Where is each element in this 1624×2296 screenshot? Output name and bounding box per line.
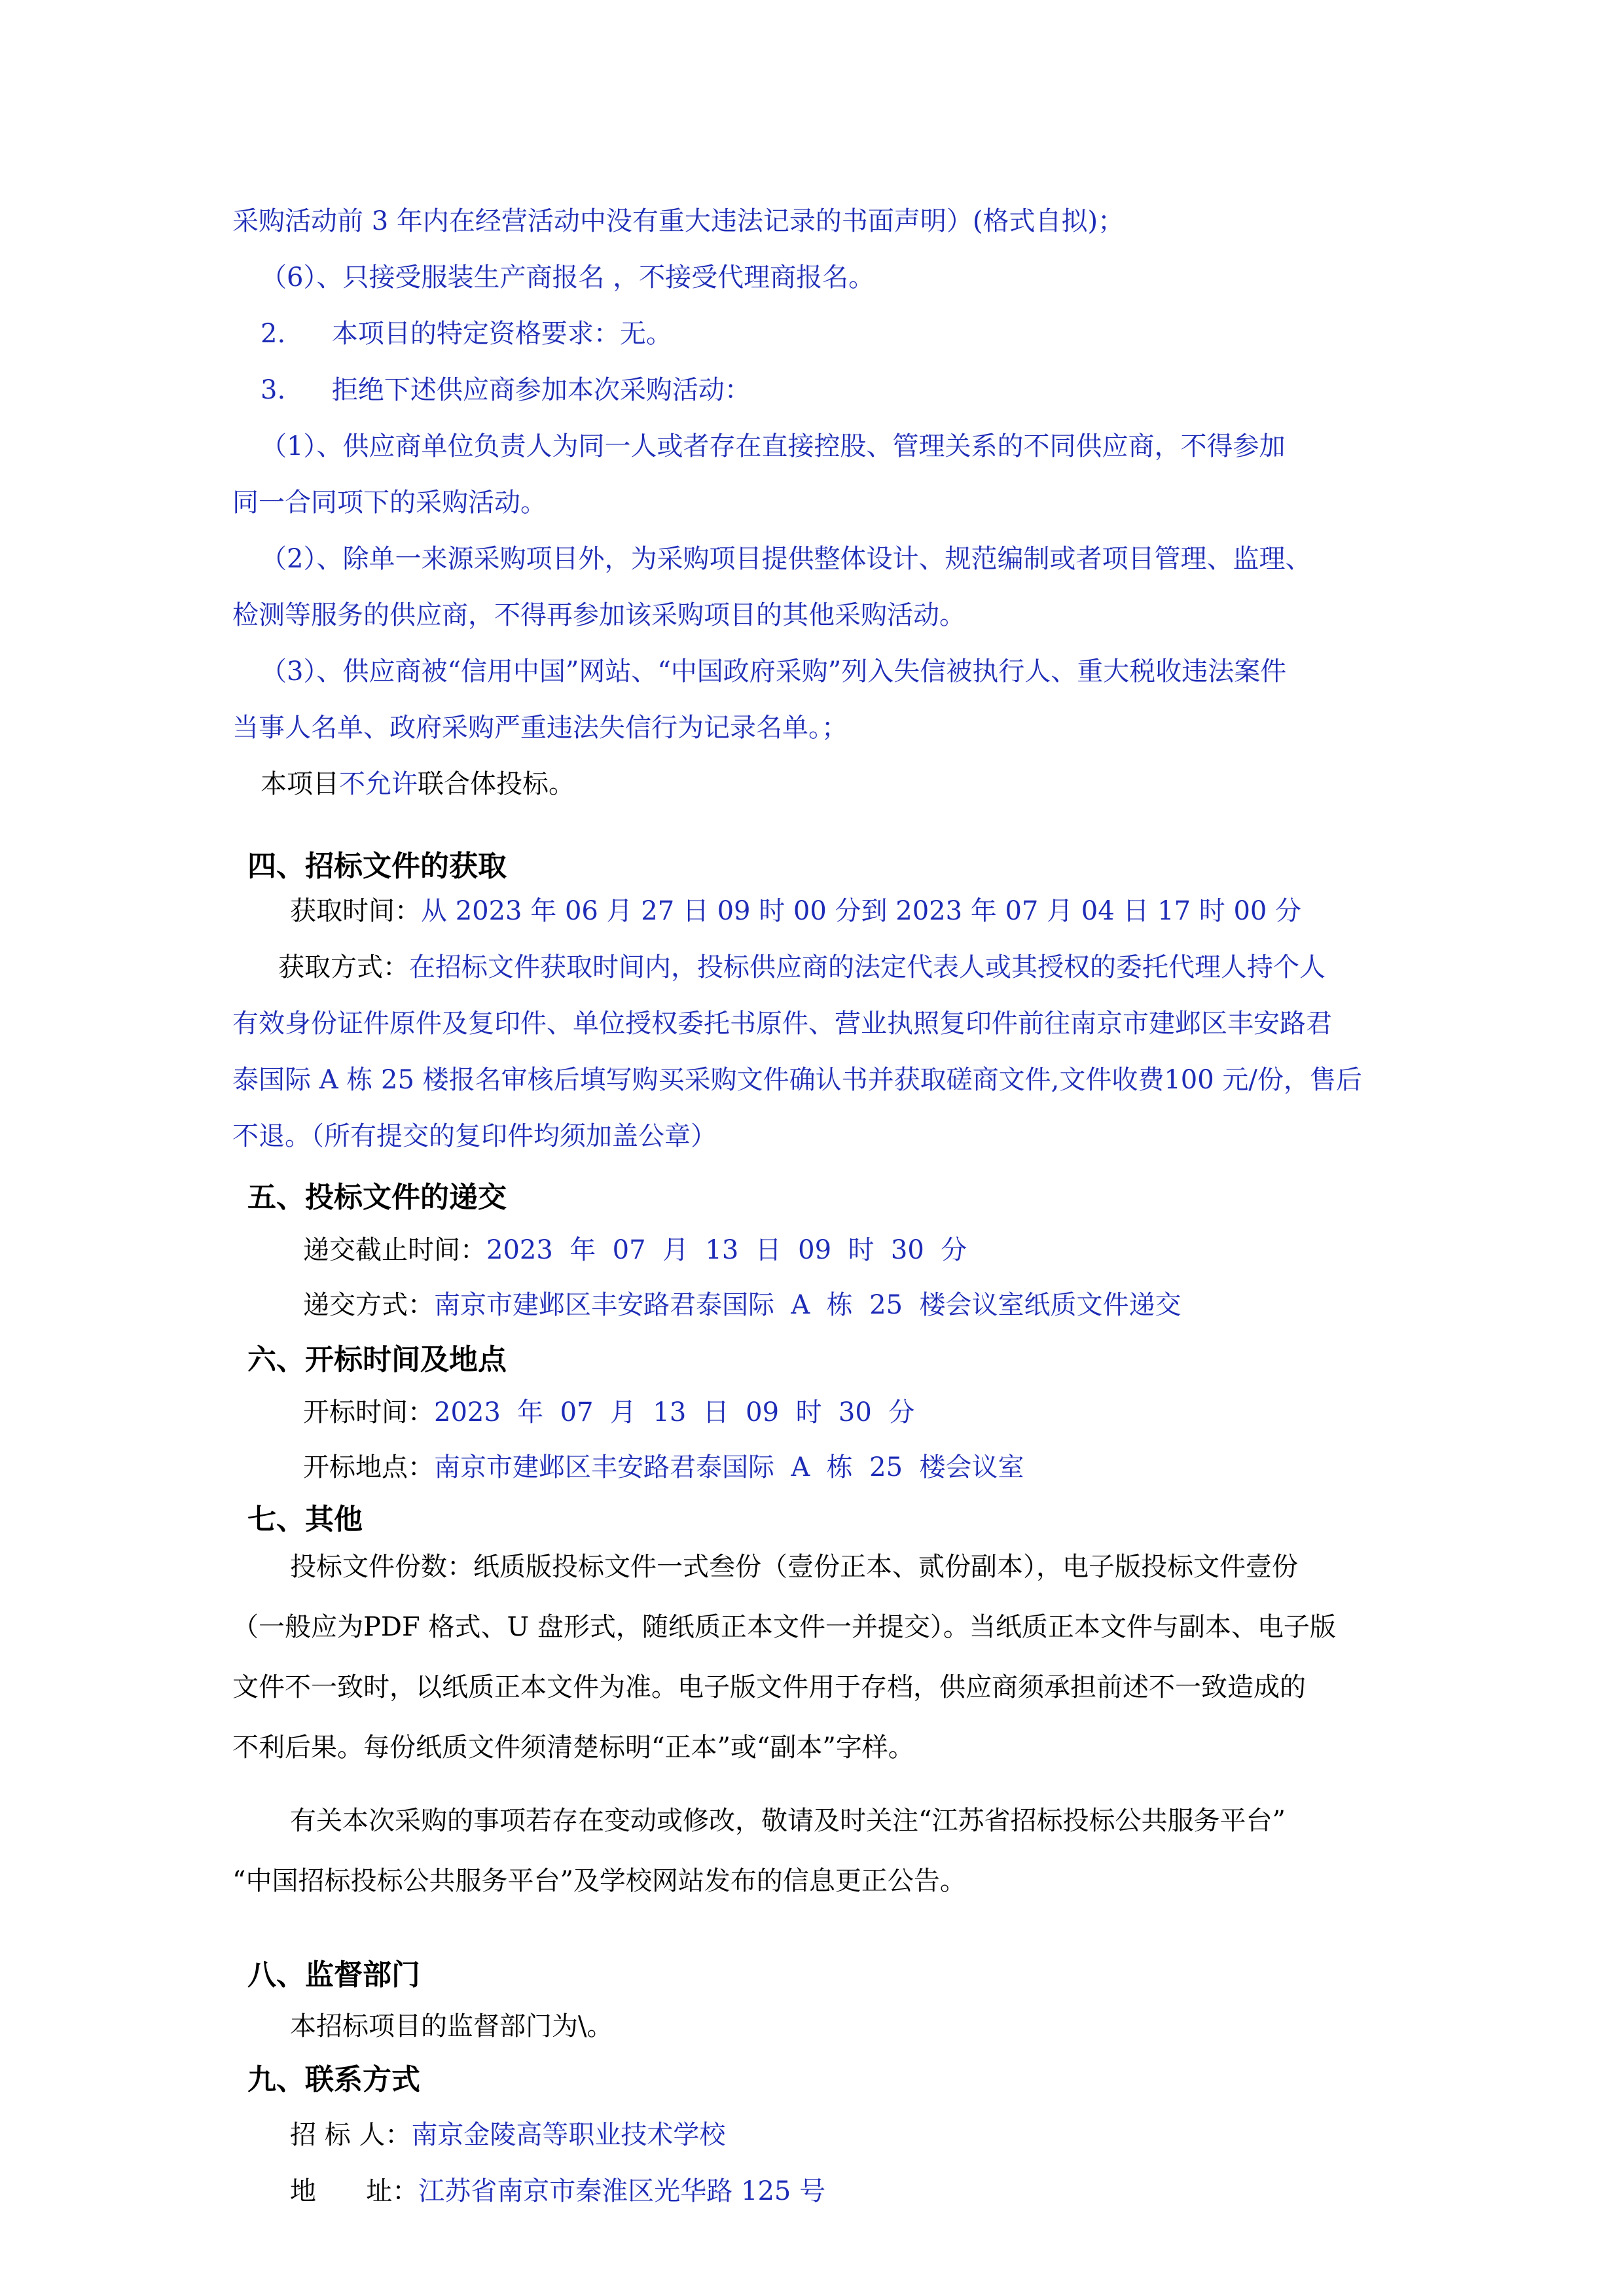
field-label: 开标时间：	[303, 1397, 434, 1427]
s4-method-line-2: 有效身份证件原件及复印件、单位授权委托书原件、营业执照复印件前往南京市建邺区丰安路君	[232, 1009, 1332, 1039]
s8-text: 本招标项目的监督部门为\。	[290, 2011, 613, 2041]
s3-line-4	[261, 373, 751, 407]
field-value: 2023 年 07 月 13 日 09 时 30 分	[434, 1397, 915, 1427]
s4-time-row	[290, 894, 1301, 928]
s4-method-row	[278, 950, 1326, 984]
list-number: 2.	[261, 319, 286, 349]
s3-line-10: 当事人名单、政府采购严重违法失信行为记录名单。；	[232, 713, 848, 743]
section-7-heading: 七、其他	[247, 1503, 363, 1536]
s4-method-line-4: 不退。（所有提交的复印件均须加盖公章）	[232, 1121, 717, 1151]
text-run: 不允许	[339, 769, 418, 799]
field-label: 获取方式：	[278, 952, 409, 982]
field-label: 开标地点：	[303, 1452, 434, 1482]
field-value: 在招标文件获取时间内，投标供应商的法定代表人或其授权的委托代理人持个人	[409, 952, 1326, 982]
field-label: 递交方式：	[303, 1290, 434, 1320]
s3-line-6: 同一合同项下的采购活动。	[232, 488, 547, 518]
s3-line-1: 采购活动前 3 年内在经营活动中没有重大违法记录的书面声明）(格式自拟)；	[232, 206, 1125, 236]
s6-place-row	[303, 1450, 1024, 1484]
field-value: 南京市建邺区丰安路君泰国际 A 栋 25 楼会议室	[434, 1452, 1024, 1482]
field-value: 江苏省南京市秦淮区光华路 125 号	[418, 2176, 826, 2206]
s3-line-3	[261, 317, 672, 351]
section-6-heading: 六、开标时间及地点	[247, 1343, 507, 1376]
field-label: 招 标 人：	[290, 2120, 412, 2150]
list-text: 本项目的特定资格要求：无。	[331, 319, 672, 349]
s7-p1-line-4: 不利后果。每份纸质文件须清楚标明“正本”或“副本”字样。	[232, 1732, 914, 1763]
section-4-heading: 四、招标文件的获取	[247, 850, 507, 883]
field-label: 递交截止时间：	[303, 1235, 486, 1265]
s4-method-line-3: 泰国际 A 栋 25 楼报名审核后填写购买采购文件确认书并获取磋商文件,文件收费100 元/份，售后	[232, 1065, 1362, 1095]
section-8-heading: 八、监督部门	[247, 1958, 420, 1992]
s5-method-row	[303, 1288, 1182, 1322]
text-run: 本项目	[261, 769, 339, 799]
s7-p1-line-3: 文件不一致时，以纸质正本文件为准。电子版文件用于存档，供应商须承担前述不一致造成的	[232, 1672, 1306, 1702]
s3-line-2: （6）、只接受服装生产商报名 ，不接受代理商报名。	[261, 262, 875, 293]
s7-p1-line-1: 投标文件份数：纸质版投标文件一式叁份（壹份正本、贰份副本），电子版投标文件壹份	[290, 1552, 1298, 1582]
s5-deadline-row	[303, 1233, 967, 1267]
s6-time-row	[303, 1395, 914, 1429]
s7-p2-line-1: 有关本次采购的事项若存在变动或修改，敬请及时关注“江苏省招标投标公共服务平台”	[290, 1806, 1286, 1836]
list-text: 拒绝下述供应商参加本次采购活动：	[331, 375, 751, 405]
s9-address-row	[290, 2174, 825, 2208]
section-5-heading: 五、投标文件的递交	[247, 1181, 507, 1214]
s3-line-7: （2）、除单一来源采购项目外，为采购项目提供整体设计、规范编制或者项目管理、监理、	[261, 544, 1312, 574]
s3-line-9: （3）、供应商被“信用中国”网站、“中国政府采购”列入失信被执行人、重大税收违法案件	[261, 656, 1287, 687]
s3-line-11	[261, 767, 575, 801]
field-value: 从 2023 年 06 月 27 日 09 时 00 分到 2023 年 07 月 04 日 17 时 00 分	[421, 896, 1302, 926]
s3-line-8: 检测等服务的供应商，不得再参加该采购项目的其他采购活动。	[232, 600, 965, 630]
field-label: 地 址：	[290, 2176, 419, 2206]
s9-tenderer-row	[290, 2118, 725, 2152]
field-value: 南京金陵高等职业技术学校	[411, 2120, 726, 2150]
field-value: 南京市建邺区丰安路君泰国际 A 栋 25 楼会议室纸质文件递交	[434, 1290, 1182, 1320]
s3-line-5: （1）、供应商单位负责人为同一人或者存在直接控股、管理关系的不同供应商，不得参加	[261, 431, 1286, 461]
s7-p1-line-2: （一般应为PDF 格式、U 盘形式，随纸质正本文件一并提交）。当纸质正本文件与副本、电子版	[232, 1612, 1336, 1642]
field-label: 获取时间：	[290, 896, 421, 926]
s7-p2-line-2: “中国招标投标公共服务平台”及学校网站发布的信息更正公告。	[232, 1866, 966, 1896]
field-value: 2023 年 07 月 13 日 09 时 30 分	[486, 1235, 967, 1265]
section-9-heading: 九、联系方式	[247, 2063, 420, 2096]
list-number: 3.	[261, 375, 286, 405]
text-run: 联合体投标。	[418, 769, 575, 799]
